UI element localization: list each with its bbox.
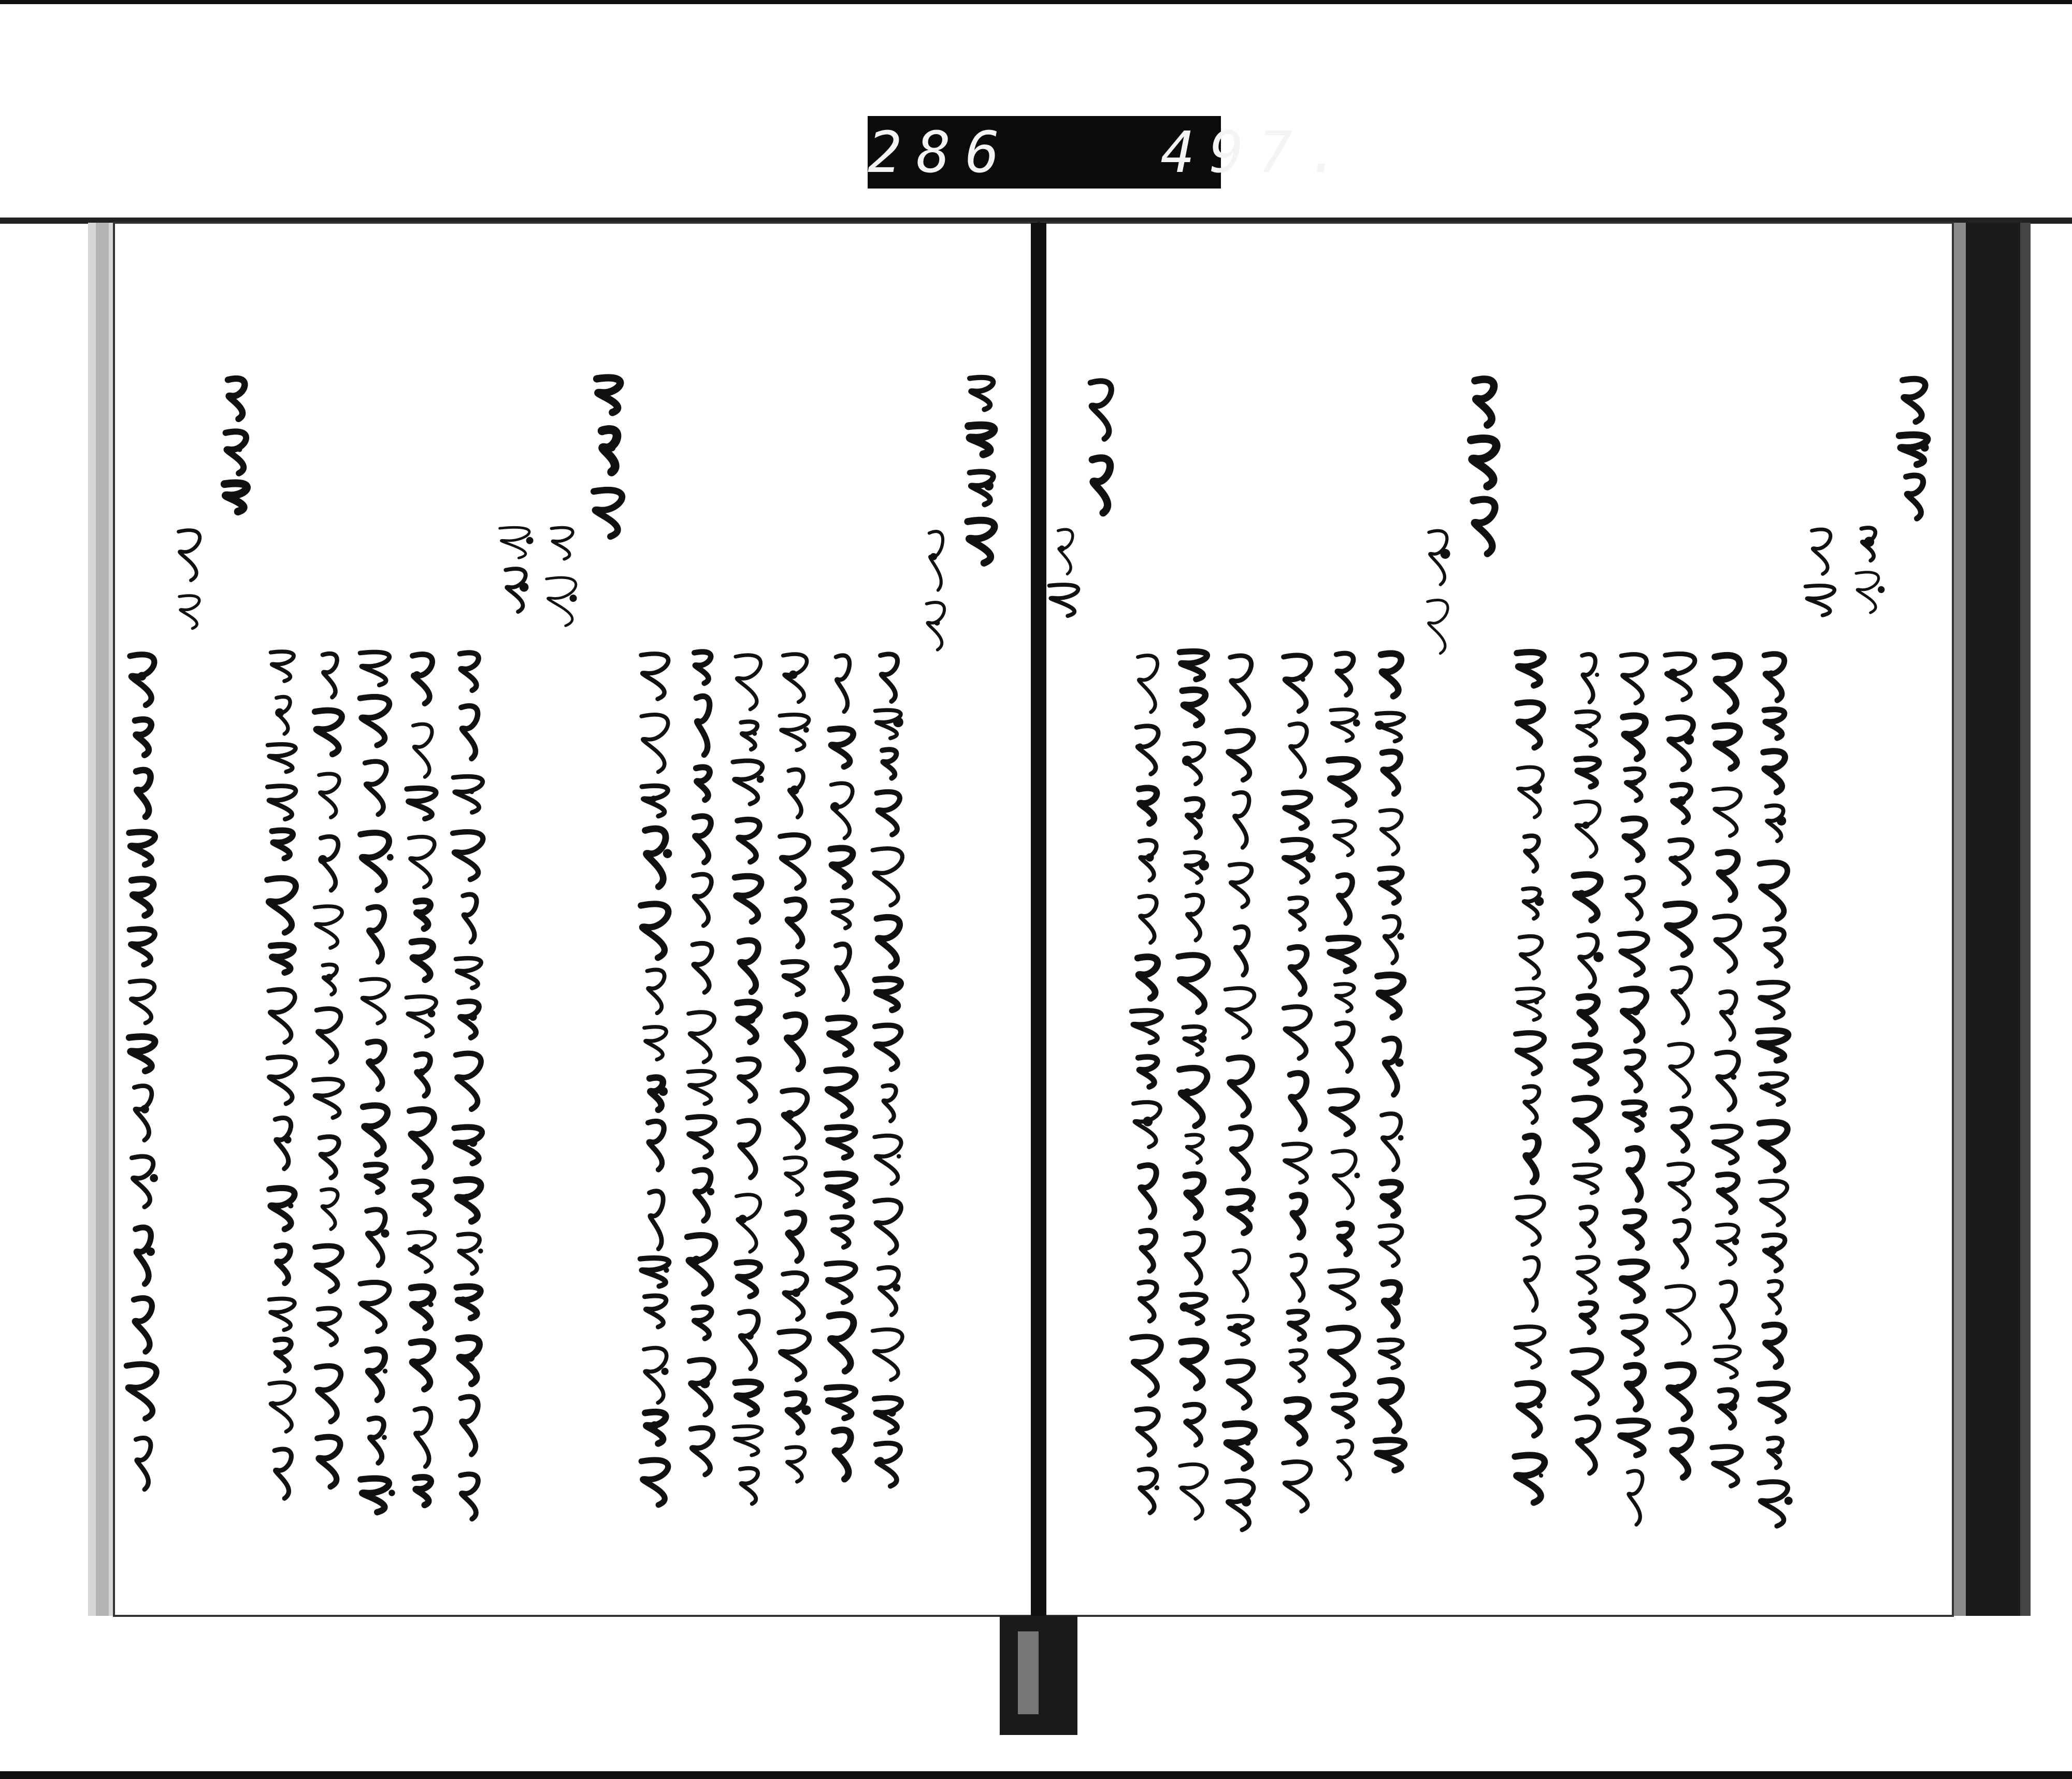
bottom-edge [0, 1771, 2072, 1779]
ink-dot [1155, 1485, 1159, 1490]
right-page-edge [1963, 223, 2020, 1616]
gutter [1031, 223, 1046, 1673]
gutter-clip-light [1018, 1631, 1039, 1714]
left-page-edge-shade [96, 223, 109, 1616]
ink-dot [388, 1489, 395, 1496]
ink-dot [1242, 1497, 1251, 1506]
ink-dot [934, 620, 940, 626]
ink-dot [1785, 1497, 1793, 1505]
right-page-edge-light [1953, 223, 1966, 1616]
frame-counter-label: 286 497. [868, 116, 1221, 189]
top-edge [0, 0, 2072, 4]
right-page-edge-strip [2020, 223, 2031, 1616]
